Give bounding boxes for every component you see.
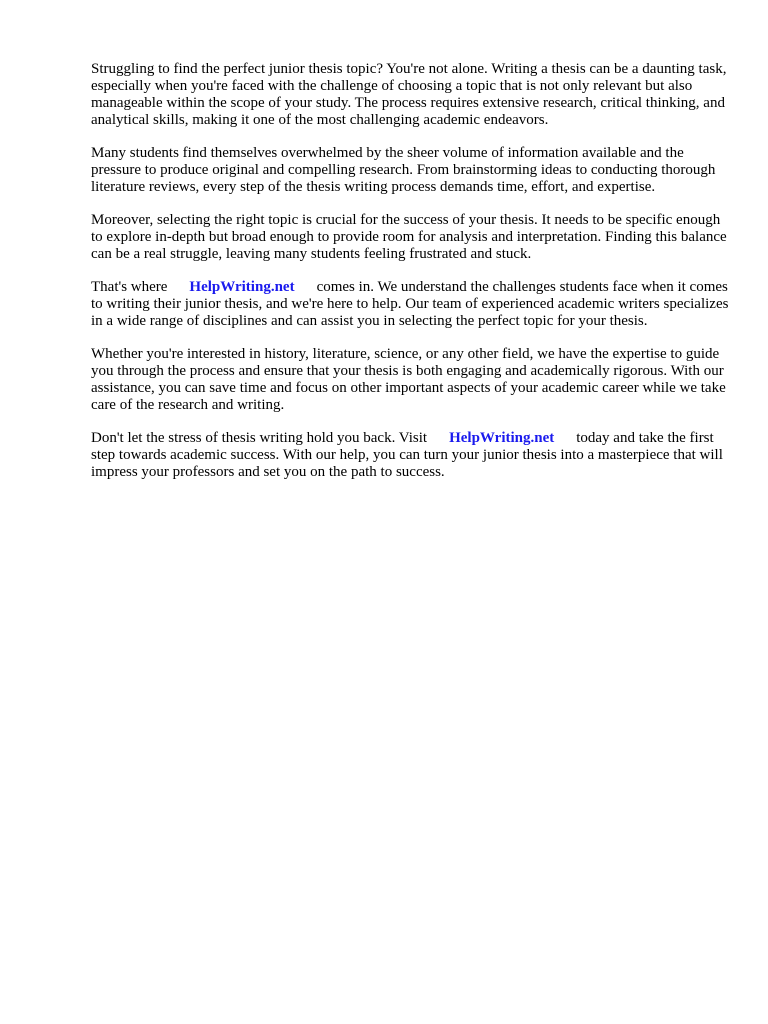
helpwriting-link[interactable]: HelpWriting.net xyxy=(189,279,295,295)
paragraph-text: That's where xyxy=(91,279,168,295)
paragraph-helpwriting-intro xyxy=(91,279,731,330)
paragraph-topic-selection: Moreover, selecting the right topic is crucial for the success of your thesis. It needs to be specific enough to explore in-depth but broad enough to provide room for analysis and interpretation. Finding this balance can be a real struggle, leaving many students feeling frustrated and stuck. xyxy=(91,212,727,262)
paragraph-text: today and take the first step towards academic success. With our help, you can turn your junior thesis into a masterpiece that will impress your professors and set you on the path to success. xyxy=(91,430,723,480)
paragraph-overwhelmed: Many students find themselves overwhelmed by the sheer volume of information available and the pressure to produce original and compelling research. From brainstorming ideas to conducting thorough literature reviews, every step of the thesis writing process demands time, effort, and expertise. xyxy=(91,145,716,195)
helpwriting-link[interactable]: HelpWriting.net xyxy=(449,430,555,446)
paragraph-text: Don't let the stress of thesis writing hold you back. Visit xyxy=(91,430,428,446)
document-body xyxy=(91,61,731,497)
paragraph-intro: Struggling to find the perfect junior thesis topic? You're not alone. Writing a thesis can be a daunting task, especially when you're faced with the challenge of choosing a topic that is not only relevant but also manageable within the scope of your study. The process requires extensive research, critical thinking, and analytical skills, making it one of the most challenging academic endeavors. xyxy=(91,61,727,128)
paragraph-text: comes in. We understand the challenges students face when it comes to writing their junior thesis, and we're here to help. Our team of experienced academic writers specializes in a wide range of disciplines and can assist you in selecting the perfect topic for your thesis. xyxy=(91,279,729,329)
paragraph-expertise: Whether you're interested in history, literature, science, or any other field, we have the expertise to guide you through the process and ensure that your thesis is both engaging and academically rigorous. With our assistance, you can save time and focus on other important aspects of your academic career while we take care of the research and writing. xyxy=(91,346,726,413)
paragraph-call-to-action xyxy=(91,430,731,481)
